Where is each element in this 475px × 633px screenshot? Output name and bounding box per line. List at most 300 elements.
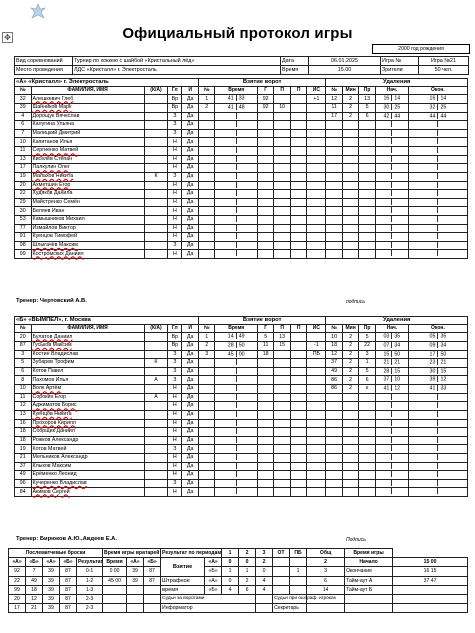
penalty-start <box>375 172 408 181</box>
summary-row <box>9 567 468 576</box>
shootout-cell: 87 <box>60 585 77 594</box>
goalie-cell <box>144 595 161 604</box>
penalty-minutes <box>342 428 359 437</box>
goal-assist-1 <box>274 95 291 104</box>
player-position: Вр <box>168 333 182 342</box>
player-role <box>144 436 168 445</box>
penalty-code <box>359 428 376 437</box>
penalty-start <box>375 215 408 224</box>
time-row-value: 15 00 <box>393 558 468 567</box>
goal-cell <box>290 453 307 462</box>
time-separator <box>236 445 237 451</box>
player-role <box>144 207 168 216</box>
player-row <box>15 215 468 224</box>
goal-assist-2 <box>290 342 307 351</box>
competition-value: Турнир по хоккею с шайбой «Кристальный лёд» <box>73 57 281 66</box>
player-role <box>144 402 168 411</box>
penalty-end <box>408 138 467 147</box>
goal-time <box>215 385 257 394</box>
time-separator <box>437 233 438 239</box>
time-separator <box>236 376 237 382</box>
goal-number <box>198 138 215 147</box>
penalty-end-min: 44 <box>429 113 436 120</box>
player-played: Да <box>182 138 199 147</box>
penalty-code <box>359 471 376 480</box>
goal-assist-2 <box>290 333 307 342</box>
penalty-code: к <box>359 385 376 394</box>
player-role <box>144 471 168 480</box>
penalty-end <box>408 112 467 121</box>
goalie-cell <box>144 585 161 594</box>
penalty-minutes <box>342 393 359 402</box>
goal-cell <box>257 198 274 207</box>
penalty-minutes <box>342 129 359 138</box>
player-played: Да <box>182 155 199 164</box>
player-row <box>15 367 468 376</box>
penalty-end-min: 30 <box>429 368 436 375</box>
team-b-col-header: (К/А) <box>144 325 168 333</box>
penalty-start-min: 28 <box>383 368 390 375</box>
time-separator <box>391 138 392 144</box>
goal-cell <box>307 428 326 437</box>
goalie-time-header: Время игры вратарей <box>104 550 160 556</box>
period-score: 6 <box>239 585 256 594</box>
goal-cell <box>274 147 291 156</box>
goal-cell <box>257 112 274 121</box>
penalty-minutes <box>342 181 359 190</box>
time-separator <box>391 225 392 231</box>
goal-cell <box>290 359 307 368</box>
team-b-col-header: № <box>15 325 32 333</box>
penalty-player <box>326 164 343 173</box>
player-number: 6 <box>15 121 32 130</box>
shootout-cell: 87 <box>60 576 77 585</box>
penalty-code: 5 <box>359 104 376 113</box>
team-a-table <box>14 78 468 259</box>
penalty-player <box>326 138 343 147</box>
penalty-player <box>326 155 343 164</box>
goal-cell <box>274 419 291 428</box>
goal-cell <box>290 138 307 147</box>
player-played: Да <box>182 129 199 138</box>
goal-scorer: 92 <box>257 104 274 113</box>
player-played: Да <box>182 376 199 385</box>
goal-cell <box>274 488 291 497</box>
goal-cell <box>307 207 326 216</box>
penalty-player: 12 <box>326 350 343 359</box>
penalty-minutes <box>342 462 359 471</box>
time-separator <box>437 333 438 339</box>
penalty-end-sec: 34 <box>440 342 447 349</box>
goalie-cell <box>127 585 144 594</box>
team-a-col-header: ФАМИЛИЯ, ИМЯ <box>31 87 144 95</box>
shootout-cell: 20 <box>9 595 26 604</box>
goal-number <box>198 181 215 190</box>
penalty-player <box>326 488 343 497</box>
player-played: Да <box>182 367 199 376</box>
player-row <box>15 164 468 173</box>
penalty-player <box>326 410 343 419</box>
player-position: Н <box>168 250 182 259</box>
player-row <box>15 488 468 497</box>
goalie-a: 39 <box>127 567 144 576</box>
penalty-player <box>326 233 343 242</box>
player-number: 22 <box>15 190 32 199</box>
goal-number <box>198 471 215 480</box>
time-row-value <box>393 595 468 604</box>
goal-time <box>215 95 257 104</box>
time-separator <box>391 402 392 408</box>
time-row-label: Тайм-аут Б <box>345 585 393 594</box>
penalty-minutes: 2 <box>342 350 359 359</box>
goal-cell <box>307 147 326 156</box>
shootout-cell: 2-3 <box>77 604 103 613</box>
penalty-start <box>375 164 408 173</box>
player-name: Майстренко Семён <box>31 198 144 207</box>
goal-cell <box>274 479 291 488</box>
player-name: Ахметшин Егор <box>31 181 144 190</box>
player-row <box>15 172 468 181</box>
player-role <box>144 147 168 156</box>
penalty-end <box>408 181 467 190</box>
penalty-start-min: 37 <box>383 376 390 383</box>
penalty-player <box>326 419 343 428</box>
penalty-end-sec: 21 <box>440 359 447 366</box>
time-label: Время <box>281 66 309 75</box>
shootout-cell: 7 <box>26 567 43 576</box>
goal-cell <box>257 479 274 488</box>
penalty-code <box>359 445 376 454</box>
period-score: 0 <box>256 567 273 576</box>
penalty-player <box>326 428 343 437</box>
venue-label: Место проведения <box>15 66 73 75</box>
goal-number <box>198 436 215 445</box>
penalty-code <box>359 190 376 199</box>
player-row <box>15 190 468 199</box>
goal-number <box>198 190 215 199</box>
penalty-player <box>326 181 343 190</box>
goal-cell <box>307 445 326 454</box>
penalty-code <box>359 241 376 250</box>
team-a-col-header: Нач. <box>375 87 408 95</box>
penalty-player <box>326 393 343 402</box>
goal-cell <box>274 393 291 402</box>
player-name: Костромских Даниил <box>31 250 144 259</box>
table-move-handle-icon[interactable]: ✥ <box>2 32 13 43</box>
goalie-col-header: Время <box>103 558 127 567</box>
goal-time <box>215 453 257 462</box>
period-score: 2 <box>307 558 345 567</box>
goal-cell <box>290 112 307 121</box>
time-separator <box>236 333 237 339</box>
player-number: 32 <box>15 95 32 104</box>
player-row <box>15 385 468 394</box>
goal-cell <box>257 385 274 394</box>
goal-situation: -1 <box>307 342 326 351</box>
time-separator <box>391 428 392 434</box>
player-position: Н <box>168 410 182 419</box>
player-number: 3 <box>15 350 32 359</box>
date-label: Дата <box>281 57 309 66</box>
penalty-start <box>375 445 408 454</box>
goal-number <box>198 164 215 173</box>
player-role <box>144 129 168 138</box>
player-role <box>144 488 168 497</box>
penalty-code <box>359 215 376 224</box>
period-score: 0 <box>239 558 256 567</box>
player-played: Да <box>182 445 199 454</box>
goal-cell <box>274 190 291 199</box>
shootout-cell: 12 <box>26 595 43 604</box>
time-separator <box>437 368 438 374</box>
penalty-player <box>326 250 343 259</box>
penalty-code <box>359 224 376 233</box>
goal-cell <box>257 402 274 411</box>
player-number: 19 <box>15 445 32 454</box>
time-separator <box>437 199 438 205</box>
penalty-end <box>408 250 467 259</box>
goal-time <box>215 462 257 471</box>
penalty-end <box>408 445 467 454</box>
player-name: Котов Павел <box>31 367 144 376</box>
goal-scorer: 18 <box>257 350 274 359</box>
team-b-col-header: И <box>182 325 199 333</box>
penalty-end-min: 16 <box>429 95 436 102</box>
goal-cell <box>274 410 291 419</box>
time-row-value: 37 47 <box>393 576 468 585</box>
goal-number <box>198 410 215 419</box>
player-role <box>144 428 168 437</box>
penalty-start <box>375 350 408 359</box>
player-position: Н <box>168 436 182 445</box>
goal-time <box>215 224 257 233</box>
penalty-end <box>408 224 467 233</box>
penalty-end <box>408 241 467 250</box>
time-separator <box>437 95 438 101</box>
penalty-start-sec: 50 <box>394 351 401 358</box>
player-position: Н <box>168 147 182 156</box>
penalty-end-min: 17 <box>429 351 436 358</box>
penalty-minutes <box>342 155 359 164</box>
goal-cell <box>290 367 307 376</box>
goal-cell <box>307 410 326 419</box>
penalty-end <box>408 121 467 130</box>
shootout-cell: 1-2 <box>77 576 103 585</box>
player-position: Н <box>168 462 182 471</box>
player-role <box>144 190 168 199</box>
penalty-start-sec: 10 <box>394 376 401 383</box>
penalty-minutes: 2 <box>342 333 359 342</box>
player-number: 37 <box>15 462 32 471</box>
player-played: Да <box>182 428 199 437</box>
player-role <box>144 95 168 104</box>
player-number: 96 <box>15 479 32 488</box>
goal-cell <box>290 164 307 173</box>
player-number: 84 <box>15 488 32 497</box>
penalty-end <box>408 198 467 207</box>
player-name: Рожков Александр <box>31 436 144 445</box>
player-position: Н <box>168 402 182 411</box>
player-position: З <box>168 359 182 368</box>
player-position: Н <box>168 181 182 190</box>
goal-cell <box>290 215 307 224</box>
player-role <box>144 445 168 454</box>
goal-cell <box>307 181 326 190</box>
penalty-end <box>408 479 467 488</box>
goal-time-min: 28 <box>227 342 234 349</box>
period-score: 6 <box>307 576 345 585</box>
player-role <box>144 198 168 207</box>
penalty-code: 1 <box>359 359 376 368</box>
penalty-player <box>326 479 343 488</box>
time-separator <box>437 147 438 153</box>
shootout-cell: 39 <box>43 595 60 604</box>
team-a-col-header: П <box>290 87 307 95</box>
goal-time <box>215 410 257 419</box>
period-score: 2 <box>239 576 256 585</box>
penalty-start <box>375 104 408 113</box>
time-separator <box>391 233 392 239</box>
time-separator <box>236 411 237 417</box>
goal-cell <box>290 393 307 402</box>
goal-time <box>215 333 257 342</box>
shootout-cell: 99 <box>9 585 26 594</box>
time-separator <box>236 471 237 477</box>
player-name: Худяков Данила <box>31 190 144 199</box>
goal-cell <box>257 164 274 173</box>
penalty-code <box>359 138 376 147</box>
period-score <box>290 585 307 594</box>
player-row <box>15 462 468 471</box>
period-score <box>273 576 290 585</box>
penalty-minutes <box>342 224 359 233</box>
player-name: Шлыгачёв Максим <box>31 241 144 250</box>
goalie-cell <box>144 604 161 613</box>
penalty-end <box>408 402 467 411</box>
goalie-cell <box>103 585 127 594</box>
penalty-start-sec: 44 <box>394 113 401 120</box>
shootout-cell: 39 <box>43 585 60 594</box>
shootout-cell: 39 <box>43 576 60 585</box>
penalty-start <box>375 479 408 488</box>
goal-number <box>198 233 215 242</box>
secretary-label: Секретарь <box>273 604 307 613</box>
goal-assist-2 <box>290 95 307 104</box>
goal-cell <box>274 138 291 147</box>
goal-number <box>198 129 215 138</box>
player-number: 29 <box>15 198 32 207</box>
goal-time-min: 41 <box>227 104 234 111</box>
goal-cell <box>307 385 326 394</box>
goal-cell <box>307 224 326 233</box>
player-number: 39 <box>15 104 32 113</box>
goal-cell <box>290 207 307 216</box>
goal-cell <box>290 241 307 250</box>
goal-cell <box>274 250 291 259</box>
goal-time <box>215 393 257 402</box>
penalty-code <box>359 155 376 164</box>
goal-time <box>215 190 257 199</box>
goal-cell <box>274 241 291 250</box>
goal-time-min: 41 <box>227 95 234 102</box>
period-col-header: Общ <box>307 549 345 558</box>
player-row <box>15 428 468 437</box>
time-separator <box>391 242 392 248</box>
goal-cell <box>257 359 274 368</box>
period-score: 1 <box>290 567 307 576</box>
time-separator <box>236 113 237 119</box>
player-played: Да <box>182 181 199 190</box>
goal-scorer: 5 <box>257 333 274 342</box>
player-position: З <box>168 241 182 250</box>
penalty-start-min: 41 <box>383 385 390 392</box>
shootout-col-header: «А» <box>43 558 60 567</box>
penalty-minutes: 2 <box>342 376 359 385</box>
player-name: Палкулин Олег <box>31 164 144 173</box>
penalty-player: 10 <box>326 333 343 342</box>
penalty-player: 86 <box>326 385 343 394</box>
goal-number <box>198 367 215 376</box>
time-separator <box>391 113 392 119</box>
time-separator <box>391 104 392 110</box>
time-row-label: Окончание <box>345 567 393 576</box>
time-separator <box>437 420 438 426</box>
player-name: Киселёв Степан <box>31 155 144 164</box>
team-b-col-header: Г <box>257 325 274 333</box>
goal-number <box>198 462 215 471</box>
penalty-code <box>359 181 376 190</box>
player-number: 12 <box>15 402 32 411</box>
goal-cell <box>290 488 307 497</box>
penalty-end-sec: 35 <box>440 333 447 340</box>
player-role <box>144 419 168 428</box>
time-separator <box>437 394 438 400</box>
penalty-start <box>375 224 408 233</box>
player-position: З <box>168 129 182 138</box>
goal-cell <box>290 181 307 190</box>
shootout-col-header: Результат <box>78 559 104 566</box>
time-separator <box>236 173 237 179</box>
goal-number: 1 <box>198 333 215 342</box>
goal-assist-2 <box>290 350 307 359</box>
time-separator <box>236 225 237 231</box>
player-row <box>15 410 468 419</box>
penalty-start-sec: 21 <box>394 359 401 366</box>
goal-cell <box>290 172 307 181</box>
crystal-logo-icon <box>30 3 46 21</box>
date-value: 06.01.2025 <box>309 57 381 66</box>
goal-number <box>198 402 215 411</box>
goal-cell <box>257 207 274 216</box>
time-separator <box>236 351 237 357</box>
goal-cell <box>257 233 274 242</box>
goal-cell <box>290 419 307 428</box>
time-separator <box>391 130 392 136</box>
team-b-coach-name: Тренер: Бирюков А.Ю.,Авдеев Е.А. <box>16 536 117 542</box>
player-row <box>15 250 468 259</box>
team-a-col-header: Мин <box>342 87 359 95</box>
penalty-end-min: 05 <box>429 333 436 340</box>
goal-cell <box>257 453 274 462</box>
goal-time <box>215 445 257 454</box>
goal-cell <box>307 479 326 488</box>
player-role: А <box>144 376 168 385</box>
player-name: Костин Владислав <box>31 350 144 359</box>
goal-time <box>215 342 257 351</box>
goal-number: 3 <box>198 350 215 359</box>
goal-number <box>198 198 215 207</box>
player-role <box>144 241 168 250</box>
